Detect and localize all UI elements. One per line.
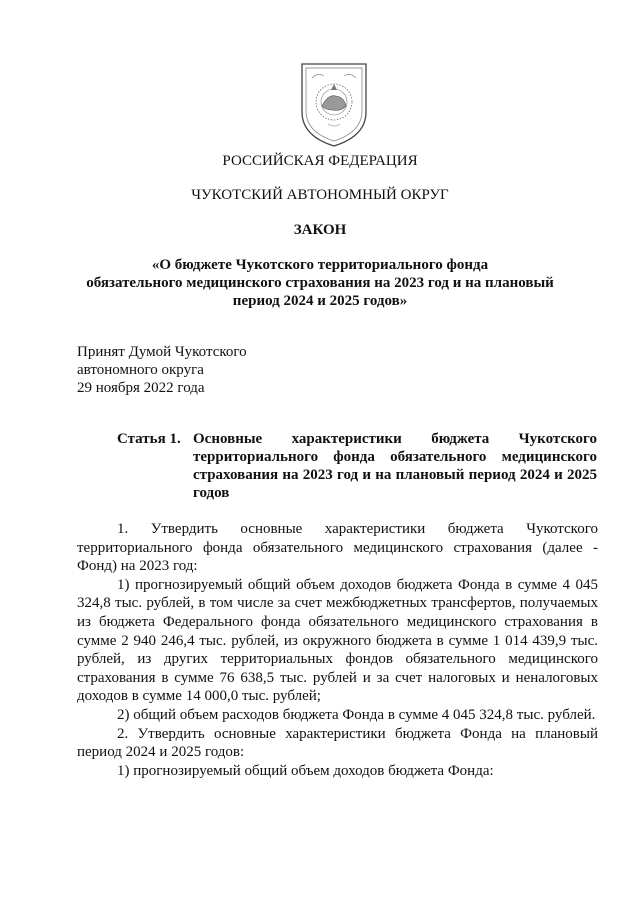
law-title-line: период 2024 и 2025 годов»: [232, 293, 408, 309]
region-heading: ЧУКОТСКИЙ АВТОНОМНЫЙ ОКРУГ: [191, 187, 449, 203]
law-title-line: «О бюджете Чукотского территориального фонда: [151, 257, 489, 273]
body-paragraph: 1) прогнозируемый общий объем доходов бюджета Фонда в сумме 4 045 324,8 тыс. рублей, в том числе за счет межбюджетных трансфертов, получаемых из бюджета Федерального фонда обязательного медицинского страхования в сумме 2 940 246,4 тыс. рублей, из окружного бюджета в сумме 1 014 439,9 тыс. рублей, из других территориальных фондов обязательного медицинского страхования в сумме 76 638,5 тыс. рублей и за счет налоговых и неналоговых доходов в сумме 14 000,0 тыс. рублей;: [77, 576, 598, 705]
country-heading: РОССИЙСКАЯ ФЕДЕРАЦИЯ: [222, 153, 418, 169]
coat-of-arms-emblem: [298, 60, 370, 148]
adoption-line: автономного округа: [77, 362, 204, 378]
law-title-line: обязательного медицинского страхования на 2023 год и на плановый: [86, 275, 554, 291]
adoption-line: 29 ноября 2022 года: [77, 380, 205, 396]
adoption-note: [77, 343, 247, 397]
body-paragraph: 2. Утвердить основные характеристики бюджета Фонда на плановый период 2024 и 2025 годов:: [77, 725, 598, 761]
article-body: [77, 520, 598, 780]
article-number: Статья 1.: [117, 431, 181, 447]
law-title: [0, 256, 640, 310]
article-title: Основные характеристики бюджета Чукотского территориального фонда обязательного медицинского страхования на 2023 год и на плановый период 2024 и 2025 годов: [193, 431, 597, 501]
document-type-heading: ЗАКОН: [293, 222, 347, 238]
body-paragraph: 1) прогнозируемый общий объем доходов бюджета Фонда:: [117, 762, 494, 779]
article-heading: [117, 430, 597, 502]
adoption-line: Принят Думой Чукотского: [77, 344, 247, 360]
body-paragraph: 2) общий объем расходов бюджета Фонда в сумме 4 045 324,8 тыс. рублей.: [117, 706, 596, 723]
body-paragraph: 1. Утвердить основные характеристики бюджета Чукотского территориального фонда обязательного медицинского страхования (далее - Фонд) на 2023 год:: [77, 521, 598, 575]
